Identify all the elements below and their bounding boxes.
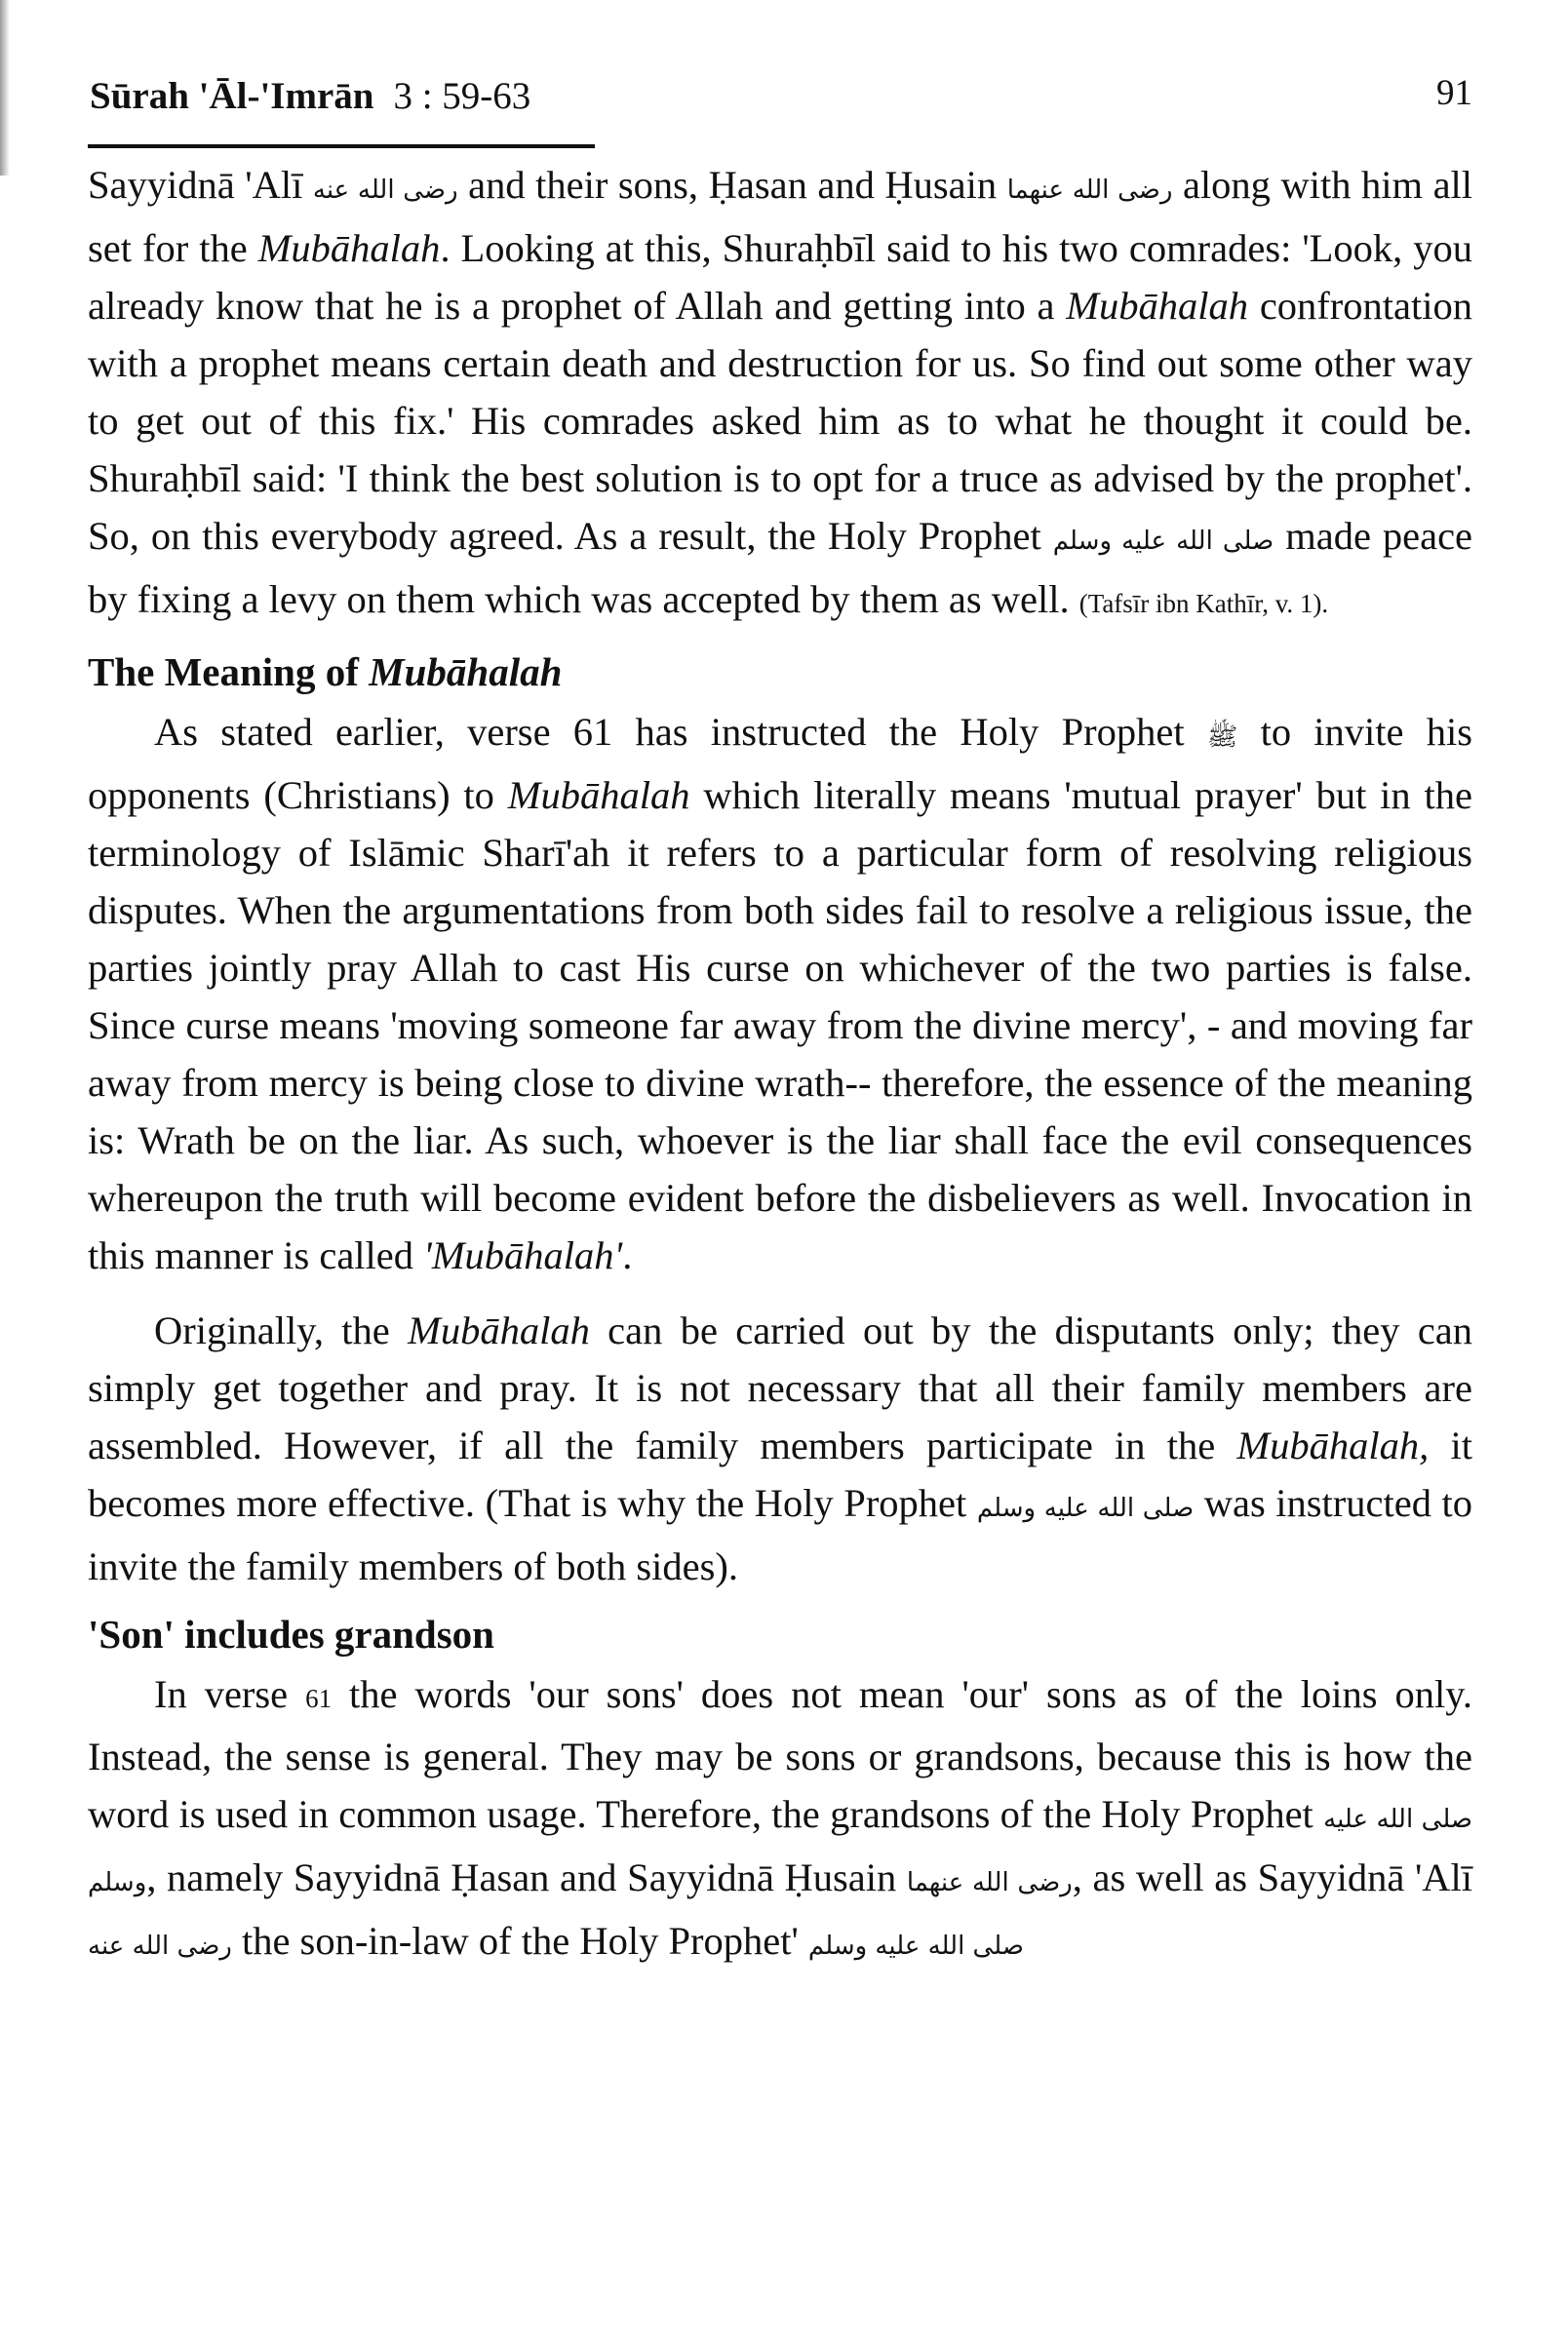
arabic-honorific: صلی الله علیه وسلم: [976, 1494, 1195, 1523]
paragraph-2: [88, 703, 1472, 1284]
surah-title: Sūrah 'Āl-'Imrān: [90, 75, 374, 117]
p2-text-1: As stated earlier, verse 61 has instructed the Holy Prophet: [154, 710, 1185, 754]
heading-text: The Meaning of: [88, 649, 359, 694]
verse-number: 61: [305, 1684, 333, 1713]
paragraph-gap: [88, 1284, 1472, 1302]
p3-text-3: can be carried out by the disputants only; they can simply get together and pray. It is not necessary that all their family members are assembled. However, if all the family members participate in the: [88, 1308, 1473, 1467]
paragraph-4: [88, 1665, 1472, 1975]
heading-term: Mubāhalah: [369, 649, 563, 694]
scan-edge-shadow: [0, 0, 10, 176]
term-mubahalah: Mubāhalah: [408, 1308, 590, 1352]
p2-text-2: to invite his opponents (Christians) to: [88, 710, 1473, 817]
p4-text-4: , namely Sayyidnā Ḥasan and Sayyidnā Ḥusain: [146, 1855, 897, 1899]
term-mubahalah: Mubāhalah: [507, 773, 690, 817]
p1-text-3: along with him all set for the: [88, 163, 1473, 270]
arabic-honorific: رضی الله عنه: [88, 1932, 232, 1961]
p1-text-2: and their sons, Ḥasan and Ḥusain: [468, 163, 998, 207]
citation: (Tafsīr ibn Kathīr, v. 1).: [1078, 589, 1329, 618]
arabic-honorific: رضی الله عنهما: [1006, 176, 1173, 205]
term-mubahalah: 'Mubāhalah': [423, 1233, 623, 1277]
header-rule: [88, 144, 595, 148]
term-mubahalah: Mubāhalah: [1066, 284, 1249, 328]
term-mubahalah: Mubāhalah,: [1236, 1424, 1430, 1467]
arabic-honorific: صلی الله علیه وسلم: [88, 1805, 1473, 1897]
p2-text-6: .: [622, 1233, 633, 1277]
arabic-honorific: صلی الله علیه وسلم: [1052, 527, 1274, 556]
p1-text-7: confrontation with a prophet means certain death and destruction for us. So find out some other way to get out of this fix.' His comrades asked him as to what he thought it could be. Shuraḥbīl said: 'I think the best solution is to opt for a truce as advised by the prophet'. So, on this everybody agreed. As a result, the Holy Prophet: [88, 284, 1473, 558]
arabic-honorific: رضی الله عنهما: [906, 1868, 1073, 1897]
verse-range: 3 : 59-63: [393, 75, 531, 117]
p4-text-1: In verse: [154, 1672, 289, 1716]
section-heading-son: 'Son' includes grandson: [88, 1612, 494, 1657]
arabic-honorific: صلی الله علیه وسلم: [807, 1932, 1024, 1961]
arabic-honorific: ﷺ: [1206, 722, 1238, 752]
page-body: [88, 156, 1472, 1975]
p3-text-6: was instructed to invite the family members of both sides).: [88, 1481, 1473, 1588]
paragraph-3: [88, 1302, 1472, 1595]
section-heading-meaning: [88, 641, 1472, 703]
p2-text-4: which literally means 'mutual prayer' but in the terminology of Islāmic Sharī'ah it refers to a particular form of resolving religious disputes. When the argumentations from both sides fail to resolve a religious issue, the parties jointly pray Allah to cast His curse on whichever of the two parties is false. Since curse means 'moving someone far away from the divine mercy', - and moving far away from mercy is being close to divine wrath-- therefore, the essence of the meaning is: Wrath be on the liar. As such, whoever is the liar shall face the evil consequences whereupon the truth will become evident before the disbelievers as well. Invocation in this manner is called: [88, 773, 1473, 1277]
p1-text-1: Sayyidnā 'Alī: [88, 163, 303, 207]
p4-text-3: the words 'our sons' does not mean 'our' sons as of the loins only. Instead, the sense is general. They may be sons or grandsons, because this is how the word is used in common usage. Therefore, the grandsons of the Holy Prophet: [88, 1672, 1472, 1836]
page-number: 91: [1436, 73, 1472, 113]
chapter-reference: [90, 74, 530, 118]
p3-text-1: Originally, the: [154, 1308, 390, 1352]
paragraph-1: [88, 156, 1472, 633]
p1-text-8: made peace by fixing a levy on them which was accepted by them as well.: [88, 514, 1473, 621]
p4-text-5: , as well as Sayyidnā 'Alī: [1072, 1855, 1473, 1899]
p1-text-5: . Looking at this, Shuraḥbīl said to his two comrades: 'Look, you already know that he is a prophet of Allah and getting into a: [88, 226, 1472, 328]
arabic-honorific: رضی الله عنه: [312, 176, 458, 205]
running-header: [88, 62, 1472, 150]
p3-text-5: it becomes more effective. (That is why the Holy Prophet: [88, 1424, 1473, 1525]
term-mubahalah: Mubāhalah: [257, 226, 441, 270]
p4-text-6: the son-in-law of the Holy Prophet': [241, 1919, 799, 1963]
